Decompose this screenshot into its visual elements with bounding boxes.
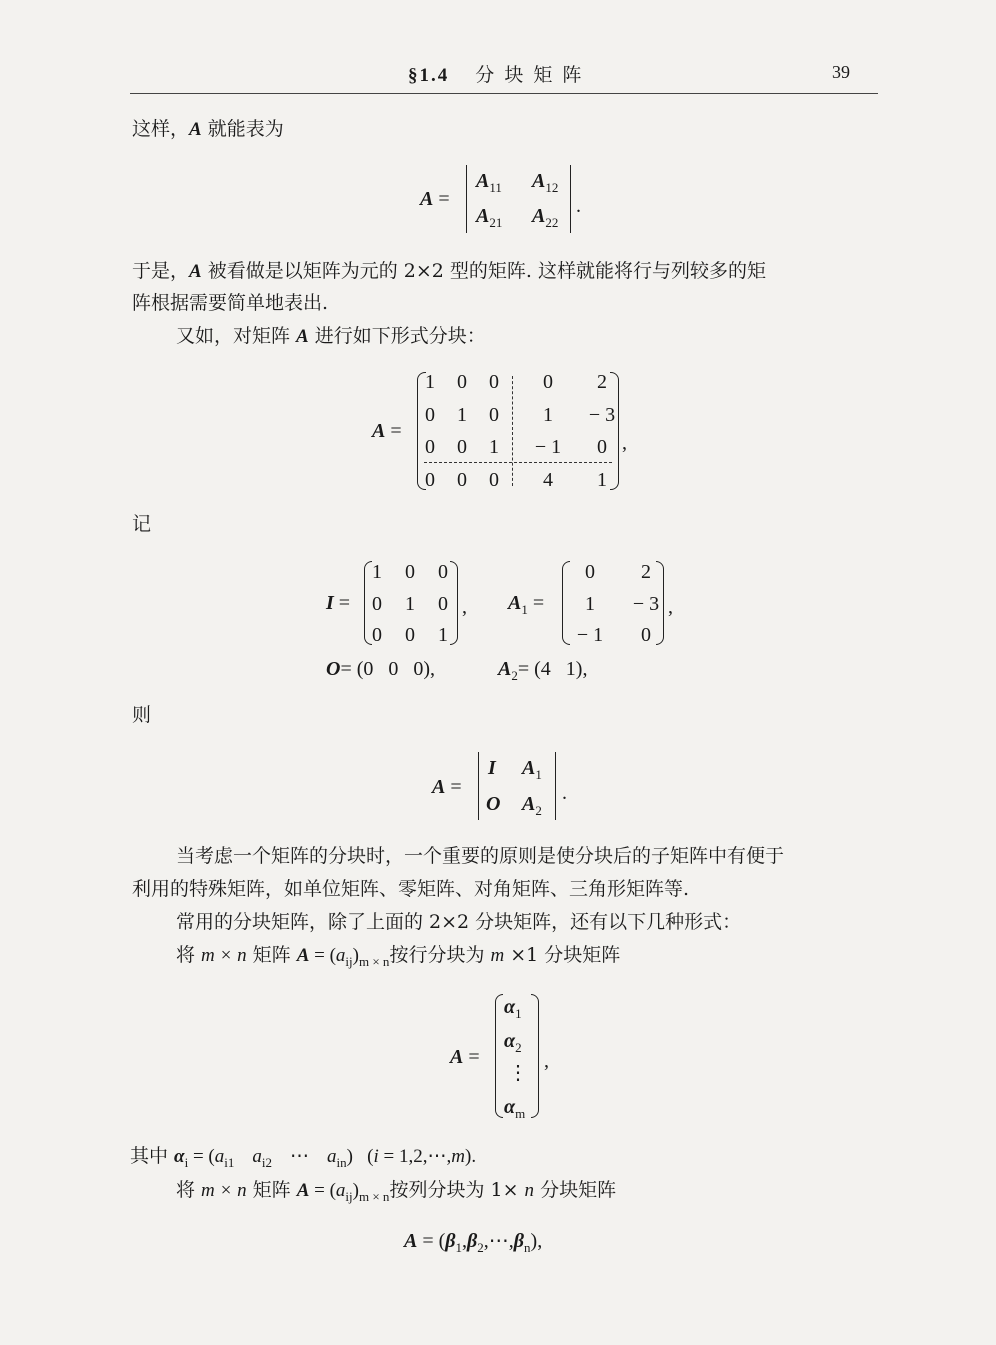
section-number: §1.4: [408, 65, 450, 86]
paragraph-line: 其中 $\alpha_i = (a_{i1}$ $a_{i2}$ ⋯ $a_{in}$) (i = 1,2,⋯,m).: [130, 1145, 477, 1170]
matrix-cell: 2: [641, 561, 651, 583]
matrix-cell: 1: [405, 593, 415, 615]
matrix-cell: 0: [405, 624, 415, 646]
matrix-cell: 4: [543, 469, 553, 491]
matrix-cell: 0: [425, 404, 435, 426]
comma: ,: [668, 596, 673, 618]
right-bar: [570, 165, 571, 233]
cell-A11: $A_{11}$: [476, 170, 502, 195]
matrix-cell: 0: [489, 469, 499, 491]
O-definition: O= (0 0 0),: [326, 658, 436, 680]
row-block-vector: $A = (\beta_1,\beta_2,\cdots,\beta_n)$,: [404, 1230, 543, 1255]
matrix-cell: − 1: [534, 436, 562, 458]
running-header: [408, 60, 583, 87]
text: 就能表为: [201, 118, 284, 140]
paragraph-line: 将 m × n 矩阵 $A = (a_{ij})_{m \times n}$按行分块为 m ×1 分块矩阵: [176, 944, 621, 969]
matrix-cell: 1: [438, 624, 448, 646]
matrix-cell: 0: [457, 371, 467, 393]
matrix-cell: 1: [585, 593, 595, 615]
matrix-cell: 1: [425, 371, 435, 393]
matrix-cell: 0: [457, 469, 467, 491]
matrix-cell: 0: [489, 371, 499, 393]
partition-horizontal: [424, 462, 612, 463]
matrix-cell: 1: [372, 561, 382, 583]
cell-A12: $A_{12}$: [532, 170, 559, 195]
paragraph-line: 利用的特殊矩阵，如单位矩阵、零矩阵、对角矩阵、三角形矩阵等.: [132, 878, 690, 900]
lhs-A: A: [420, 188, 434, 210]
cell-A22: $A_{22}$: [532, 205, 559, 230]
matrix-cell: 0: [438, 561, 448, 583]
matrix-cell: 0: [372, 593, 382, 615]
label-ji: 记: [132, 513, 152, 535]
left-paren: [495, 994, 503, 1118]
matrix-cell: 1: [597, 469, 607, 491]
left-bar: [466, 165, 467, 233]
matrix-cell: 0: [489, 404, 499, 426]
matrix-cell: 0: [543, 371, 553, 393]
matrix-cell: − 3: [632, 593, 660, 615]
matrix-cell: 0: [425, 469, 435, 491]
matrix-cell: 0: [597, 436, 607, 458]
lhs-I: I: [326, 592, 334, 614]
paragraph-line: 常用的分块矩阵，除了上面的 2×2 分块矩阵，还有以下几种形式：: [176, 911, 742, 933]
right-bar: [555, 752, 556, 820]
paragraph-line: 于是，A 被看做是以矩阵为元的 2×2 型的矩阵. 这样就能将行与列较多的矩: [132, 260, 766, 282]
var-A: A: [189, 119, 202, 140]
matrix-cell: 1: [489, 436, 499, 458]
header-rule: [130, 93, 878, 94]
matrix-cell: − 3: [588, 404, 616, 426]
matrix-cell: 0: [405, 561, 415, 583]
matrix-cell: 0: [425, 436, 435, 458]
period: .: [562, 782, 567, 804]
left-bar: [478, 752, 479, 820]
page-number: 39: [832, 62, 850, 82]
comma: ,: [622, 432, 627, 454]
matrix-cell: − 1: [576, 624, 604, 646]
text: 这样，: [132, 118, 190, 140]
paragraph-line: 阵根据需要简单地表出.: [132, 292, 329, 314]
lhs-A: A: [372, 420, 386, 442]
matrix-cell: 0: [641, 624, 651, 646]
comma: ,: [462, 596, 467, 618]
comma: ,: [544, 1050, 549, 1072]
A2-definition: $A_2= (4$ 1),: [498, 658, 588, 683]
matrix-cell: 1: [457, 404, 467, 426]
right-paren: [531, 994, 539, 1118]
period: .: [576, 195, 581, 217]
matrix-cell: 0: [438, 593, 448, 615]
cell-A21: $A_{21}$: [476, 205, 503, 230]
label-ze: 则: [132, 704, 152, 726]
paragraph-line: 当考虑一个矩阵的分块时，一个重要的原则是使分块后的子矩阵中有便于: [176, 845, 785, 867]
intro-line: [132, 120, 284, 139]
paragraph-line: 又如，对矩阵 A 进行如下形式分块：: [176, 325, 486, 347]
matrix-cell: 0: [585, 561, 595, 583]
paragraph-line: 将 m × n 矩阵 $A = (a_{ij})_{m \times n}$按列分块为 1× n 分块矩阵: [176, 1179, 617, 1204]
matrix-cell: 0: [457, 436, 467, 458]
matrix-cell: 0: [372, 624, 382, 646]
section-title: 分 块 矩 阵: [475, 64, 584, 86]
matrix-cell: 2: [597, 371, 607, 393]
matrix-cell: 1: [543, 404, 553, 426]
